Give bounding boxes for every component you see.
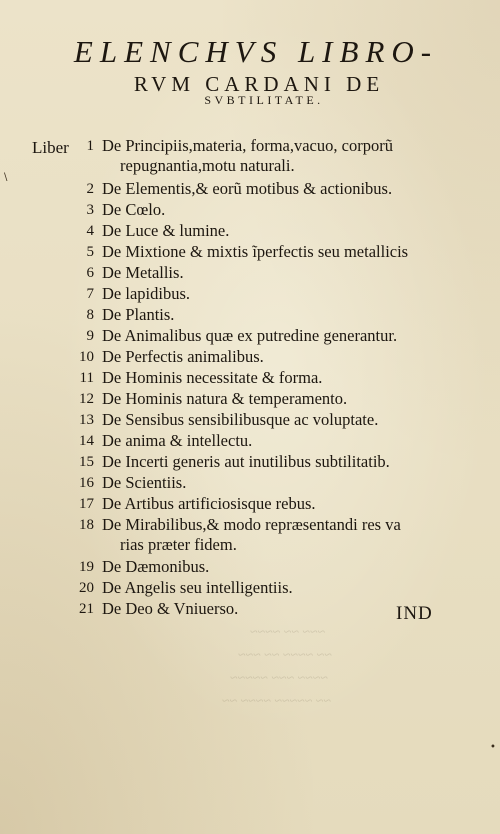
show-through-decoration: ~~~ ~~ ~~~~	[250, 625, 326, 640]
book-title: De lapidibus.	[102, 284, 190, 303]
book-title: De Mirabilibus,& modo repræsentandi res va	[102, 515, 401, 534]
catchword: IND	[396, 603, 433, 624]
book-title: De Mixtione & mixtis ĩperfectis seu metallicis	[102, 242, 409, 261]
book-number: 13	[79, 412, 94, 428]
book-title: De anima & intellectu.	[102, 431, 253, 450]
book-title: De Deo & Vniuerso.	[102, 599, 239, 618]
book-number: 4	[86, 223, 94, 239]
title-line-3: SVBTILITATE.	[204, 93, 324, 107]
book-title: De Animalibus quæ ex putredine generantur.	[102, 326, 398, 345]
book-number: 16	[79, 475, 94, 491]
book-title: De Metallis.	[102, 263, 184, 282]
book-number: 15	[79, 454, 94, 470]
book-number: 21	[79, 601, 94, 617]
book-title-continuation: repugnantia,motu naturali.	[120, 156, 295, 175]
book-title: De Hominis natura & temperamento.	[102, 389, 348, 408]
book-title: De Angelis seu intelligentiis.	[102, 578, 293, 597]
book-number: 6	[86, 265, 94, 281]
book-title-continuation: rias præter fidem.	[120, 535, 237, 554]
book-number: 12	[79, 391, 94, 407]
book-title: De Principiis,materia, forma,vacuo, corporũ	[102, 136, 393, 155]
show-through-decoration: ~~~~ ~~~ ~~~~~	[230, 671, 328, 686]
book-number: 8	[86, 307, 94, 323]
book-title: De Artibus artificiosisque rebus.	[102, 494, 316, 513]
book-number: 20	[79, 580, 94, 596]
title-line-2: RVM CARDANI DE	[133, 72, 385, 96]
book-title: De Plantis.	[102, 305, 175, 324]
book-title: De Dæmonibus.	[102, 557, 210, 576]
book-title: De Perfectis animalibus.	[102, 347, 264, 366]
book-number: 3	[86, 202, 94, 218]
book-title: De Sensibus sensibilibusque ac voluptate.	[102, 410, 379, 429]
book-number: 2	[86, 181, 94, 197]
book-title: De Elementis,& eorũ motibus & actionibus.	[102, 179, 393, 198]
book-number: 10	[79, 349, 94, 365]
book-number: 7	[86, 286, 94, 302]
book-number: 5	[86, 244, 94, 260]
margin-tick-mark: \	[4, 172, 8, 183]
book-title: De Luce & lumine.	[102, 221, 230, 240]
title-line-1: ELENCHVS LIBRO-	[73, 34, 439, 69]
book-number: 14	[79, 433, 94, 449]
book-number: 18	[79, 517, 94, 533]
liber-label: Liber	[32, 138, 69, 157]
book-number: 19	[79, 559, 94, 575]
book-title: De Incerti generis aut inutilibus subtilitatib.	[102, 452, 390, 471]
book-number: 1	[86, 138, 94, 154]
book-title: De Hominis necessitate & forma.	[102, 368, 323, 387]
book-number: 9	[86, 328, 94, 344]
book-title: De Cœlo.	[102, 200, 166, 219]
show-through-decoration: ~~ ~~~~ ~~ ~~~	[238, 648, 332, 663]
margin-dot-mark: •	[490, 742, 496, 753]
book-title: De Scientiis.	[102, 473, 187, 492]
show-through-decoration: ~~ ~~~~~ ~~~~ ~~	[222, 694, 331, 709]
book-number: 11	[79, 370, 94, 386]
book-number: 17	[79, 496, 94, 512]
